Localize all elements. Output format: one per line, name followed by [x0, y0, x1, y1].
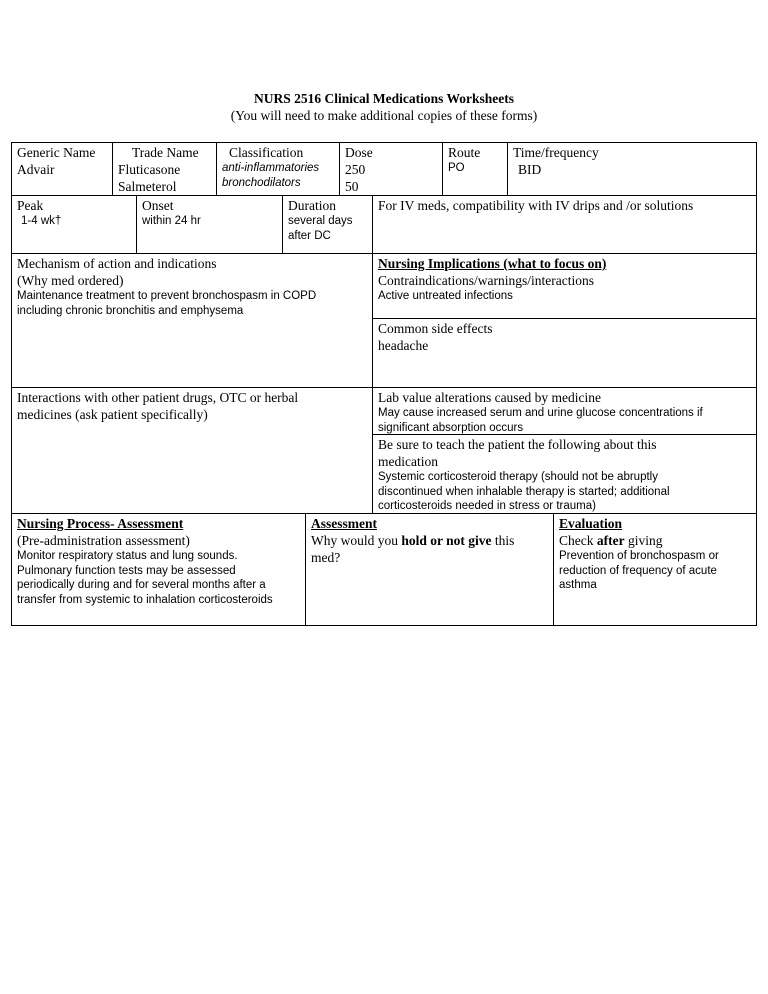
duration-value-1: several days: [288, 215, 353, 227]
process-assessment-heading: Nursing Process- Assessment: [17, 516, 184, 531]
frequency-label: Time/frequency: [513, 145, 599, 160]
duration-value-2: after DC: [288, 229, 331, 242]
route-value: PO: [448, 162, 465, 174]
trade-name-cell: [112, 142, 217, 196]
page-title: NURS 2516 Clinical Medications Worksheets: [253, 91, 514, 106]
interactions-label-1: Interactions with other patient drugs, OTC or herbal: [17, 390, 299, 405]
mechanism-value-1: Maintenance treatment to prevent bronchospasm in COPD: [17, 290, 317, 302]
route-cell: [442, 142, 508, 196]
assessment-question-line2: med?: [311, 550, 341, 565]
lab-values-cell: [372, 387, 757, 435]
trade-name-value-1: Fluticasone: [118, 162, 181, 177]
evaluation-cell: [553, 513, 757, 626]
interactions-cell: [11, 387, 373, 514]
evaluation-check-pre: Check: [559, 533, 597, 548]
dose-value-1: 250: [345, 162, 366, 177]
contraindications-value: Active untreated infections: [378, 290, 513, 302]
evaluation-check: [559, 532, 751, 549]
trade-name-value-2: Salmeterol: [118, 179, 177, 194]
nursing-implications-cell: [372, 253, 757, 319]
mechanism-sublabel: (Why med ordered): [17, 273, 124, 288]
assessment-question-pre: Why would you: [311, 533, 402, 548]
assessment-question-bold: hold or not give: [401, 533, 492, 548]
generic-name-value: Advair: [17, 162, 55, 177]
duration-cell: [282, 195, 373, 254]
lab-values-value-2: significant absorption occurs: [378, 421, 524, 434]
generic-name-cell: [11, 142, 113, 196]
route-label: Route: [448, 145, 481, 160]
lab-values-value-1: May cause increased serum and urine glucose concentrations if: [378, 407, 703, 419]
assessment-question-post: this: [491, 533, 515, 548]
interactions-label-2: medicines (ask patient specifically): [17, 407, 208, 422]
assessment-cell: [305, 513, 554, 626]
process-assessment-value-2: Pulmonary function tests may be assessed: [17, 564, 236, 577]
peak-value: 1-4 wk†: [21, 215, 62, 227]
process-assessment-sublabel: (Pre-administration assessment): [17, 533, 190, 548]
trade-name-label: Trade Name: [132, 145, 199, 160]
teaching-label-1: Be sure to teach the patient the following about this: [378, 437, 657, 452]
classification-cell: [216, 142, 340, 196]
process-assessment-value-1: Monitor respiratory status and lung sounds.: [17, 550, 238, 562]
classification-value-1: anti-inflammatories: [222, 162, 320, 174]
onset-value: within 24 hr: [142, 215, 201, 227]
contraindications-label: Contraindications/warnings/interactions: [378, 273, 594, 288]
iv-compatibility-cell: [372, 195, 757, 254]
evaluation-value-3: asthma: [559, 579, 597, 591]
evaluation-check-bold: after: [596, 533, 625, 548]
dose-cell: [339, 142, 443, 196]
nursing-implications-heading: Nursing Implications (what to focus on): [378, 256, 607, 271]
teaching-cell: [372, 434, 757, 514]
teaching-value-1: Systemic corticosteroid therapy (should not be abruptly: [378, 471, 658, 483]
process-assessment-value-3: periodically during and for several months after a: [17, 579, 266, 591]
dose-value-2: 50: [345, 179, 359, 194]
peak-label: Peak: [17, 198, 44, 213]
dose-label: Dose: [345, 145, 373, 160]
peak-cell: [11, 195, 137, 254]
mechanism-value-2: including chronic bronchitis and emphysema: [17, 304, 244, 317]
process-assessment-cell: [11, 513, 306, 626]
mechanism-label: Mechanism of action and indications: [17, 256, 217, 271]
side-effects-label: Common side effects: [378, 321, 493, 336]
teaching-label-2: medication: [378, 454, 438, 469]
onset-label: Onset: [142, 198, 174, 213]
assessment-heading: Assessment: [311, 516, 377, 531]
side-effects-value: headache: [378, 338, 429, 353]
frequency-value: BID: [518, 162, 542, 177]
side-effects-cell: [372, 318, 757, 388]
evaluation-value-2: reduction of frequency of acute: [559, 564, 717, 577]
generic-name-label: Generic Name: [17, 145, 96, 160]
teaching-value-3: corticosteroids needed in stress or trauma): [378, 500, 596, 512]
mechanism-cell: [11, 253, 373, 388]
page-subtitle: (You will need to make additional copies of these forms): [230, 108, 538, 123]
process-assessment-value-4: transfer from systemic to inhalation corticosteroids: [17, 593, 273, 606]
classification-value-2: bronchodilators: [222, 176, 301, 189]
iv-compatibility-label: For IV meds, compatibility with IV drips and /or solutions: [378, 198, 694, 213]
teaching-value-2: discontinued when inhalable therapy is started; additional: [378, 485, 670, 498]
evaluation-heading: Evaluation: [559, 516, 623, 531]
onset-cell: [136, 195, 283, 254]
classification-label: Classification: [229, 145, 304, 160]
assessment-question: [311, 532, 548, 549]
lab-values-label: Lab value alterations caused by medicine: [378, 390, 602, 405]
evaluation-value-1: Prevention of bronchospasm or: [559, 550, 719, 562]
evaluation-check-post: giving: [624, 533, 663, 548]
duration-label: Duration: [288, 198, 336, 213]
frequency-cell: [507, 142, 757, 196]
